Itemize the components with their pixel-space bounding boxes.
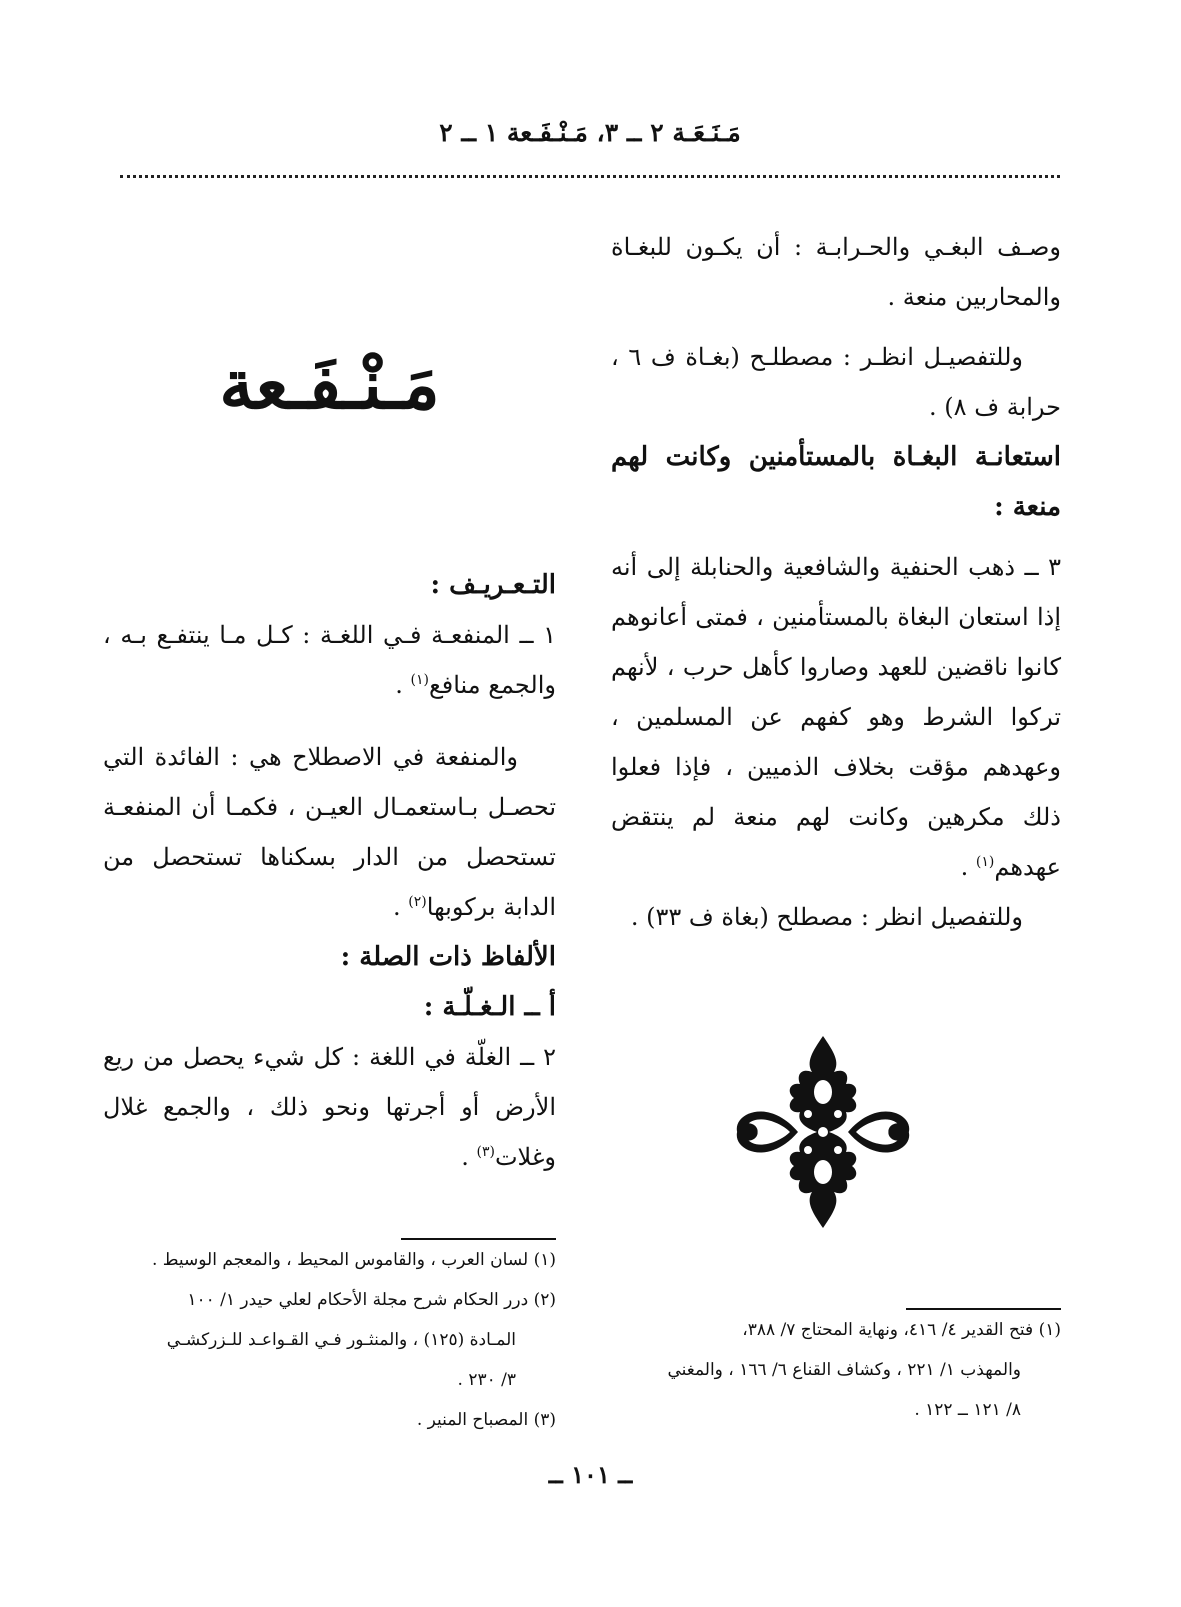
paragraph-2-ghalla	[103, 1032, 556, 1182]
running-head: مَـنَـعَـة ٢ ــ ٣، مَـنْـفَـعة ١ ــ ٢	[439, 118, 741, 147]
footnote-2: (٢) درر الحكام شرح مجلة الأحكام لعلي حيدر ١/ ١٠٠	[187, 1290, 556, 1310]
paragraph-see-also-1: وللتفصيـل انظـر : مصطلـح (بغـاة ف ٦ ، حرابة ف ٨) .	[611, 343, 1061, 421]
paragraph-technical-end: .	[393, 893, 409, 921]
footnote-1: (١) لسان العرب ، والقاموس المحيط ، والمعجم الوسيط .	[151, 1250, 556, 1270]
section-heading-istiana: استعانـة البغـاة بالمستأمنين وكانت لهم منعة :	[611, 442, 1061, 522]
footnote-1: (١) فتح القدير ٤/ ٤١٦، ونهاية المحتاج ٧/ ٣٨٨،	[742, 1320, 1061, 1340]
right-column	[611, 222, 1061, 942]
footnote-ref-3: (٣)	[476, 1144, 495, 1160]
footnotes-right	[601, 1308, 1061, 1430]
paragraph-see-also-2: وللتفصيل انظر : مصطلح (بغاة ف ٣٣) .	[630, 903, 1023, 931]
ghalla-subheading: أ ــ الـغـلّـة :	[423, 992, 556, 1022]
footnote-1-line3: ٨/ ١٢١ ــ ١٢٢ .	[914, 1400, 1021, 1420]
paragraph-technical	[103, 732, 556, 932]
definition-heading: التـعـريـف :	[430, 570, 556, 600]
footnote-ref-1: (١)	[410, 672, 429, 688]
page-number: ــ ١٠١ ــ	[548, 1460, 633, 1489]
left-column	[103, 222, 556, 1182]
paragraph-2-text: ٢ ــ الغلّة في اللغة : كل شيء يحصل من ريع الأرض أو أجرتها ونحو ذلك ، والجمع غلال وغلات	[103, 1043, 556, 1171]
paragraph-3-text: ٣ ــ ذهب الحنفية والشافعية والحنابلة إلى أنه إذا استعان البغاة بالمستأمنين ، فمتى أعانوهم كانوا ناقضين للعهد وصاروا كأهل حرب ، لأنهم تركوا الشرط وهو كفهم عن المسلمين ، وعهدهم مؤقت بخلاف الذميين ، فإذا فعلوا ذلك مكرهين وكانت لهم منعة لم ينتقض عهدهم	[611, 553, 1061, 881]
entry-title: مَـنْـفَـعة	[219, 345, 440, 425]
footnote-2-line3: ٣/ ٢٣٠ .	[457, 1370, 516, 1390]
footnote-2-line2: المـادة (١٢٥) ، والمنثـور فـي القـواعـد للـزركشـي	[166, 1330, 516, 1350]
footnote-1-line2: والمهذب ١/ ٢٢١ ، وكشاف القناع ٦/ ١٦٦ ، والمغني	[667, 1360, 1021, 1380]
paragraph-1-linguistic	[103, 610, 556, 710]
footnote-ref-1: (١)	[975, 854, 995, 870]
footnote-3: (٣) المصباح المنير .	[416, 1410, 556, 1430]
header-dotted-rule	[120, 175, 1060, 178]
related-terms-heading: الألفاظ ذات الصلة :	[340, 942, 556, 972]
paragraph-3-end: .	[960, 853, 976, 881]
paragraph-technical-text: والمنفعة في الاصطلاح هي : الفائدة التي تحصـل بـاستعمـال العيـن ، فكمـا أن المنفعـة تستحصل من الدار بسكناها تستحصل من الدابة بركوبها	[103, 743, 556, 921]
paragraph-3-ruling	[611, 542, 1061, 892]
paragraph-1-text: ١ ــ المنفعـة فـي اللغـة : كـل مـا ينتفـع بـه ، والجمع منافع	[103, 621, 556, 699]
paragraph-baghy-definition: وصـف البغـي والحـرابـة : أن يكـون للبغـاة والمحاربين منعة .	[611, 233, 1061, 311]
paragraph-2-end: .	[461, 1143, 477, 1171]
footnotes-left	[103, 1238, 556, 1440]
paragraph-1-end: .	[395, 671, 411, 699]
decorative-ornament	[728, 1034, 918, 1230]
footnote-ref-2: (٢)	[408, 894, 427, 910]
